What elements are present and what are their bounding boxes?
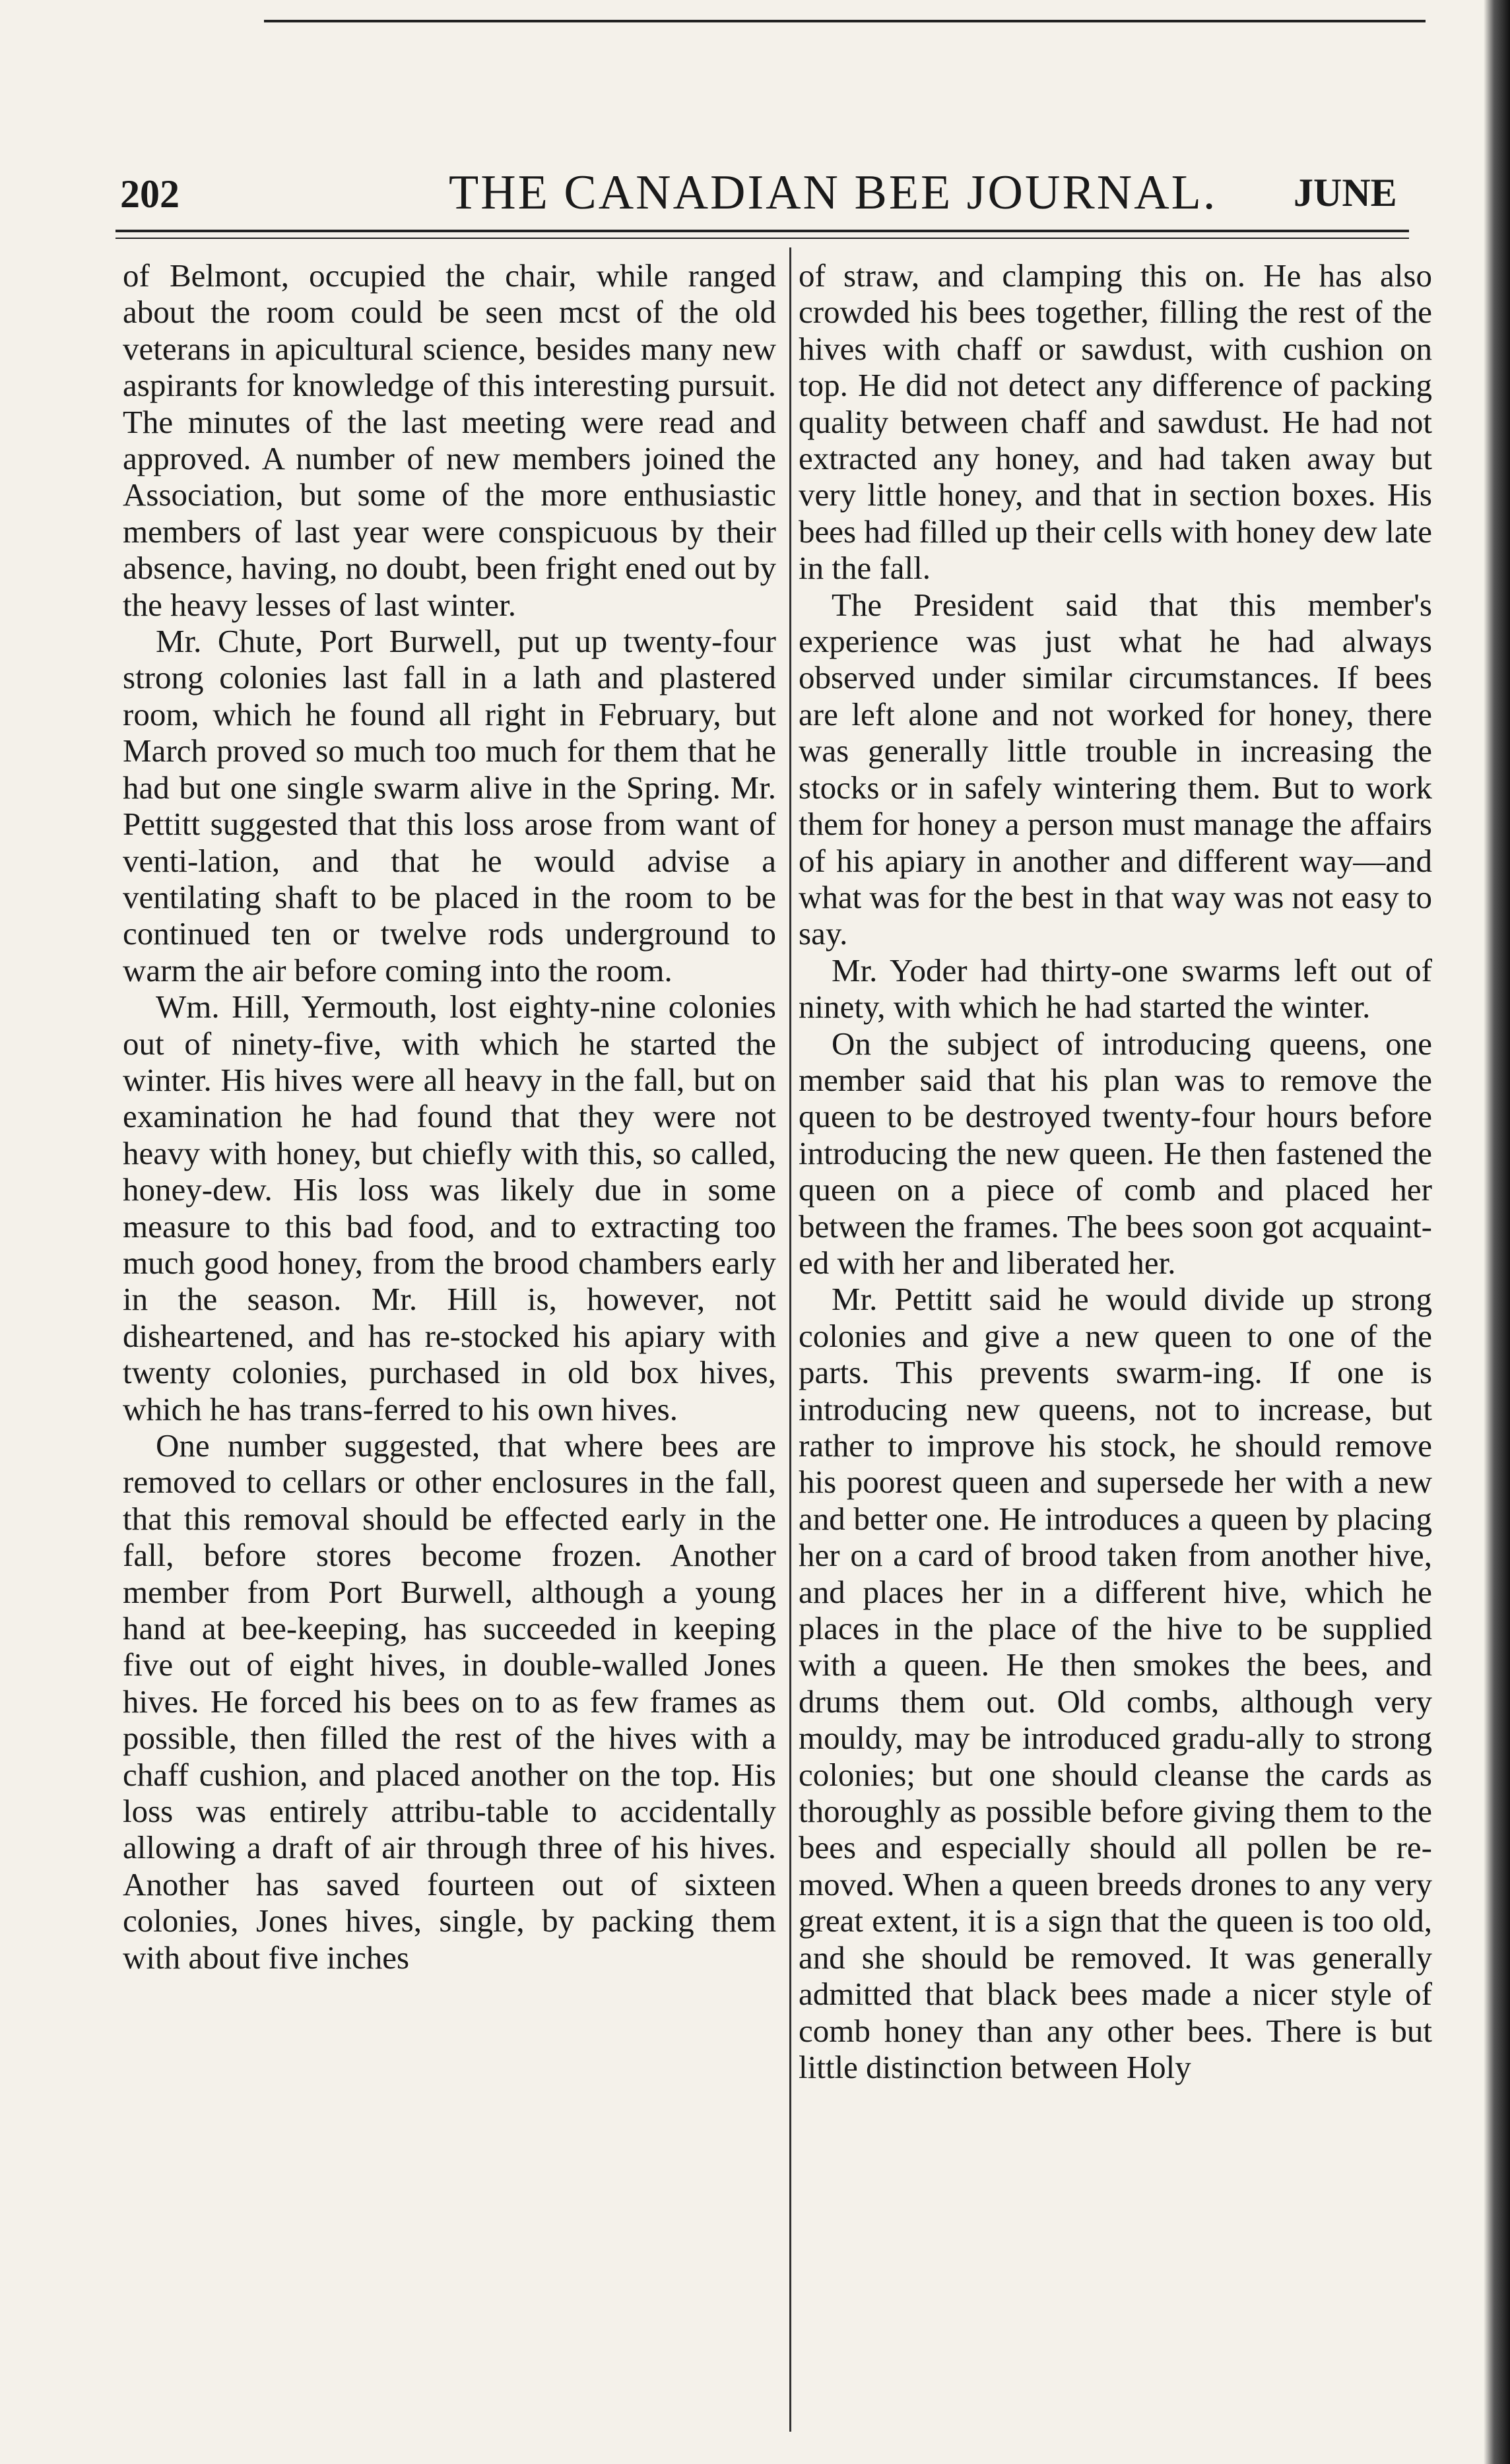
paragraph: The President said that this member's experience was just what he had always observed under similar circumstances. If bees are left alone and not worked for honey, there was generally little trouble in increasing the stocks or in safely wintering them. But to work them for honey a person must manage the affairs of his apiary in another and different way—and what was for the best in that way was not easy to say.: [799, 586, 1432, 952]
page-edge-shadow: [1484, 0, 1510, 2464]
paragraph: Mr. Chute, Port Burwell, put up twenty-four strong colonies last fall in a lath and plastered room, which he found all right in February, but March proved so much too much for them that he had but one single swarm alive in the Spring. Mr. Pettitt suggested that this loss arose from want of venti-lation, and that he would advise a ventilating shaft to be placed in the room to be continued ten or twelve rods underground to warm the air before coming into the room.: [123, 623, 776, 989]
paragraph: Mr. Pettitt said he would divide up strong colonies and give a new queen to one of the parts. This prevents swarm-ing. If one is introducing new queens, not to increase, but rather to improve his stock, he should remove his poorest queen and supersede her with a new and better one. He introduces a queen by placing her on a card of brood taken from another hive, and places her in a different hive, which he places in the place of the hive to be supplied with a queen. He then smokes the bees, and drums them out. Old combs, although very mouldy, may be introduced gradu-ally to strong colonies; but one should cleanse the cards as thoroughly as possible before giving them to the bees and especially should all pollen be re-moved. When a queen breeds drones to any very great extent, it is a sign that the queen is too old, and she should be removed. It was generally admitted that black bees made a nicer style of comb honey than any other bees. There is but little distinction between Holy: [799, 1281, 1432, 2085]
paragraph: Mr. Yoder had thirty-one swarms left out of ninety, with which he had started the winter.: [799, 952, 1432, 1025]
page-number: 202: [120, 172, 180, 216]
paragraph: Wm. Hill, Yermouth, lost eighty-nine colonies out of ninety-five, with which he started the winter. His hives were all heavy in the fall, but on examination he had found that they were not heavy with honey, but chiefly with this, so called, honey-dew. His loss was likely due in some measure to this bad food, and to extracting too much good honey, from the brood chambers early in the season. Mr. Hill is, however, not disheartened, and has re-stocked his apiary with twenty colonies, purchased in old box hives, which he has trans-ferred to his own hives.: [123, 989, 776, 1427]
paragraph: One number suggested, that where bees are removed to cellars or other enclosures in the fall, that this removal should be effected early in the fall, before stores become frozen. Another member from Port Burwell, although a young hand at bee-keeping, has succeeded in keeping five out of eight hives, in double-walled Jones hives. He forced his bees on to as few frames as possible, then filled the rest of the hives with a chaff cushion, and placed another on the top. His loss was entirely attribu-table to accidentally allowing a draft of air through three of his hives. Another has saved fourteen out of sixteen colonies, Jones hives, single, by packing them with about five inches: [123, 1427, 776, 1976]
paragraph: of Belmont, occupied the chair, while ranged about the room could be seen mcst of the old veterans in apicultural science, besides many new aspirants for knowledge of this interesting pursuit. The minutes of the last meeting were read and approved. A number of new members joined the Association, but some of the more enthusiastic members of last year were conspicuous by their absence, having, no doubt, been fright ened out by the heavy lesses of last winter.: [123, 257, 776, 623]
header-month: JUNE: [1294, 171, 1397, 214]
top-border-rule: [264, 20, 1426, 22]
paragraph: of straw, and clamping this on. He has also crowded his bees together, filling the rest of the hives with chaff or sawdust, with cushion on top. He did not detect any difference of packing quality between chaff and sawdust. He had not extracted any honey, and had taken away but very little honey, and that in section boxes. His bees had filled up their cells with honey dew late in the fall.: [799, 257, 1432, 587]
journal-title: THE CANADIAN BEE JOURNAL.: [449, 166, 1218, 220]
page-header: [99, 165, 1419, 224]
paragraph: On the subject of introducing queens, one member said that his plan was to remove the queen to be destroyed twenty-four hours before introducing the new queen. He then fastened the queen on a piece of comb and placed her between the frames. The bees soon got acquaint-ed with her and liberated her.: [799, 1025, 1432, 1281]
left-column: [123, 257, 776, 2435]
header-rule-thin: [115, 238, 1409, 239]
right-column: [799, 257, 1432, 2435]
column-divider: [789, 247, 791, 2432]
header-rule: [115, 230, 1409, 232]
